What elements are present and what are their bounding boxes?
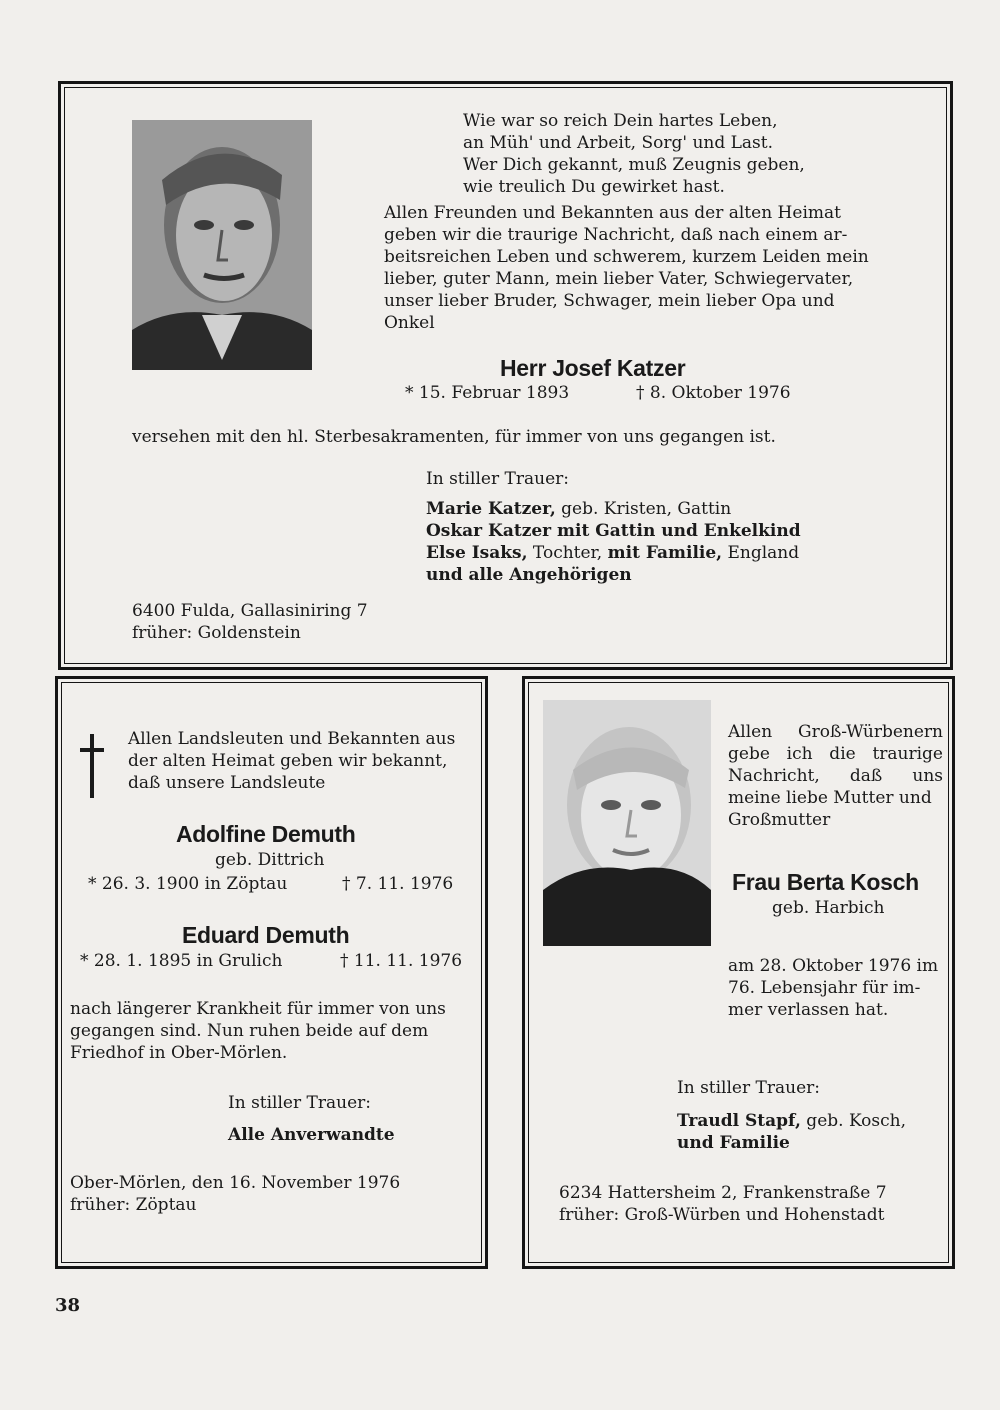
mourner (426, 542, 801, 564)
announcement-line: Großmutter (728, 810, 831, 830)
kosch-text (728, 955, 938, 1021)
text-line: 76. Lebensjahr für im- (728, 978, 921, 998)
mourner-name: Else Isaks, (426, 543, 528, 563)
katzer-announcement (384, 202, 869, 334)
announcement-line: Allen Freunden und Bekannten aus der alten Heimat (384, 203, 841, 223)
deceased-name: Eduard Demuth (182, 922, 350, 948)
place-date-line: Ober-Mörlen, den 16. November 1976 (70, 1173, 401, 1193)
death-date: † 11. 11. 1976 (340, 951, 463, 971)
announcement-line: unser lieber Bruder, Schwager, mein lieber Opa und (384, 291, 835, 311)
announcement-line: lieber, guter Mann, mein lieber Vater, Schwiegervater, (384, 269, 854, 289)
mourner-name: Marie Katzer, (426, 499, 556, 519)
mourner-family: mit Familie, (607, 543, 723, 563)
kosch-mourners (677, 1110, 906, 1154)
deceased-name: Frau Berta Kosch (732, 869, 919, 895)
text-line: Friedhof in Ober-Mörlen. (70, 1043, 288, 1063)
birth-date: * 28. 1. 1895 in Grulich (80, 951, 283, 971)
death-date: † 7. 11. 1976 (342, 874, 454, 894)
announcement-line: geben wir die traurige Nachricht, daß nach einem ar- (384, 225, 848, 245)
deceased-name: Herr Josef Katzer (500, 355, 686, 381)
mourner-relation: geb. Kosch, (800, 1111, 907, 1131)
poem-line: an Müh' und Arbeit, Sorg' und Last. (463, 133, 774, 153)
mourner-relation: geb. Kristen, Gattin (555, 499, 732, 519)
maiden-name: geb. Dittrich (215, 850, 325, 870)
mourning-label: In stiller Trauer: (228, 1093, 371, 1113)
poem-line: Wie war so reich Dein hartes Leben, (463, 111, 778, 131)
closing-text: versehen mit den hl. Sterbesakramenten, für immer von uns gegangen ist. (132, 427, 776, 447)
katzer-address (132, 600, 368, 644)
death-date: † 8. Oktober 1976 (636, 383, 791, 403)
text-line: gegangen sind. Nun ruhen beide auf dem (70, 1021, 429, 1041)
demuth-announcement (128, 728, 455, 794)
poem-line: wie treulich Du gewirket hast. (463, 177, 725, 197)
formerly-line: früher: Goldenstein (132, 623, 301, 643)
address-line: 6234 Hattersheim 2, Frankenstraße 7 (559, 1183, 887, 1203)
demuth-address (70, 1172, 400, 1216)
address-line: 6400 Fulda, Gallasiniring 7 (132, 601, 368, 621)
portrait-josef-katzer (132, 120, 312, 370)
announcement-line: der alten Heimat geben wir bekannt, (128, 751, 448, 771)
mourner: Oskar Katzer mit Gattin und Enkelkind (426, 521, 801, 541)
birth-date: * 26. 3. 1900 in Zöptau (88, 874, 288, 894)
deceased-name: Adolfine Demuth (176, 821, 356, 847)
mourning-label: In stiller Trauer: (426, 469, 569, 489)
maiden-name: geb. Harbich (772, 898, 885, 918)
mourner: und Familie (677, 1133, 790, 1153)
announcement-line: daß unsere Landsleute (128, 773, 326, 793)
mourner (426, 498, 801, 520)
mourners: Alle Anverwandte (228, 1125, 395, 1145)
announcement-line: meine liebe Mutter und (728, 788, 932, 808)
mourner-name: Traudl Stapf, (677, 1111, 801, 1131)
birth-date: * 15. Februar 1893 (405, 383, 570, 403)
formerly-line: früher: Groß-Würben und Hohenstadt (559, 1205, 885, 1225)
mourner-country: England (722, 543, 800, 563)
announcement-line: Onkel (384, 313, 435, 333)
text-line: mer verlassen hat. (728, 1000, 889, 1020)
announcement-line: Allen Landsleuten und Bekannten aus (128, 729, 456, 749)
cross-symbol (80, 734, 104, 798)
text-line: am 28. Oktober 1976 im (728, 956, 939, 976)
kosch-address (559, 1182, 887, 1226)
kosch-announcement (728, 721, 943, 831)
announcement-line: beitsreichen Leben und schwerem, kurzem Leiden mein (384, 247, 869, 267)
mourning-label: In stiller Trauer: (677, 1078, 820, 1098)
poem-line: Wer Dich gekannt, muß Zeugnis geben, (463, 155, 805, 175)
portrait-berta-kosch (543, 700, 711, 946)
mourner (677, 1110, 906, 1132)
announcement-line: Nachricht, daß uns (728, 766, 943, 786)
mourners-list (426, 498, 801, 586)
poem (463, 110, 805, 198)
announcement-line: gebe ich die traurige (728, 744, 943, 764)
mourner: und alle Angehörigen (426, 565, 632, 585)
demuth-text (70, 998, 446, 1064)
page-number: 38 (55, 1295, 81, 1316)
announcement-line: Allen Groß-Würbenern (728, 722, 943, 742)
text-line: nach längerer Krankheit für immer von uns (70, 999, 446, 1019)
mourner-relation: Tochter, (527, 543, 608, 563)
formerly-line: früher: Zöptau (70, 1195, 197, 1215)
